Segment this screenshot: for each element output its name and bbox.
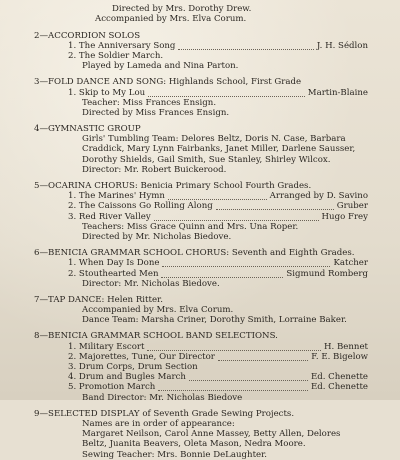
line-text: Sewing Teacher: Mrs. Bonnie DeLaughter. [82, 449, 268, 460]
line-text: 2. The Caissons Go Rolling Along [68, 201, 213, 212]
line-text: Names are in order of appearance: [82, 418, 235, 429]
program-item [0, 77, 400, 118]
program-line [0, 315, 400, 325]
program-line [0, 352, 400, 362]
line-text: 3. Drum Corps, Drum Section [68, 362, 198, 372]
program-line [0, 305, 400, 315]
composer-credit: J. H. Sédlon [316, 40, 368, 51]
program-item [0, 409, 400, 460]
line-text: Director: Mr. Nicholas Biedove. [82, 278, 220, 289]
program-line [0, 41, 400, 51]
line-text: Craddick, Mary Lynn Fairbanks, Janet Miller, Darlene Sausser, [82, 144, 356, 155]
program-item-heading [0, 248, 400, 258]
composer-credit: H. Bennet [324, 341, 368, 352]
heading-text: 5—OCARINA CHORUS: Benicia Primary School Fourth Grades. [34, 181, 312, 191]
program-line [0, 155, 400, 165]
program-item-heading [0, 331, 400, 341]
line-text: 5. Promotion March [68, 382, 156, 393]
composer-credit: Arranged by D. Savino [269, 191, 368, 202]
program-line [0, 258, 400, 268]
program-item-heading [0, 124, 400, 134]
composer-credit: Ed. Chenette [310, 372, 368, 383]
top-director [0, 4, 400, 14]
line-text: Dorothy Shields, Gail Smith, Sue Stanley, Shirley Wilcox. [82, 154, 331, 165]
line-text: Accompanied by Mrs. Elva Corum. [82, 305, 234, 316]
composer-credit: Martin-Blaine [307, 87, 368, 98]
line-text: Directed by Mr. Nicholas Biedove. [82, 231, 232, 242]
line-text: 1. The Marines' Hymn [68, 191, 165, 202]
program-line [0, 393, 400, 403]
line-text: 4. Drum and Bugles March [68, 372, 186, 383]
program-line [0, 439, 400, 449]
line-text: Girls' Tumbling Team: Delores Beltz, Doris N. Case, Barbara [82, 134, 346, 145]
program-line [0, 134, 400, 144]
composer-credit: Gruber [336, 201, 368, 212]
program-item [0, 295, 400, 326]
line-text: 1. Military Escort [68, 341, 145, 352]
heading-text: 6—BENICIA GRAMMAR SCHOOL CHORUS: Seventh and Eighth Grades. [34, 248, 355, 259]
program-item-heading [0, 77, 400, 87]
program-line [0, 201, 400, 211]
program-line [0, 144, 400, 154]
program-line [0, 279, 400, 289]
line-text: Directed by Miss Frances Ensign. [82, 107, 230, 118]
heading-text: 2—ACCORDION SOLOS [34, 30, 141, 41]
program-line [0, 222, 400, 232]
top-accompanist [0, 14, 400, 24]
line-text: 2. Majorettes, Tune, Our Director [68, 351, 215, 362]
program-line [0, 232, 400, 242]
heading-text: 7—TAP DANCE: Helen Ritter. [34, 294, 163, 305]
program-line [0, 342, 400, 352]
line-text: Teacher: Miss Frances Ensign. [82, 97, 217, 108]
program-item [0, 248, 400, 289]
program-line [0, 429, 400, 439]
heading-text: 8—BENICIA GRAMMAR SCHOOL BAND SELECTIONS. [34, 331, 278, 342]
director-text: Directed by Mrs. Dorothy Drew. [112, 4, 252, 15]
program-item-heading [0, 181, 400, 191]
program-line [0, 419, 400, 429]
accompanist-text: Accompanied by Mrs. Elva Corum. [95, 14, 247, 25]
line-text: Band Director: Mr. Nicholas Biedove [82, 392, 243, 403]
line-text: Director: Mr. Robert Buickerood. [82, 164, 227, 175]
program-line [0, 61, 400, 71]
heading-text: 3—FOLD DANCE AND SONG: Highlands School, First Grade [34, 77, 302, 88]
composer-credit: Sigmund Romberg [286, 268, 368, 279]
heading-text: 9—SELECTED DISPLAY of Seventh Grade Sewing Projects. [34, 408, 295, 419]
program-item-heading [0, 409, 400, 419]
composer-credit: Ed. Chenette [310, 382, 368, 393]
line-text: Teachers: Miss Grace Quinn and Mrs. Una Roper. [82, 221, 299, 232]
line-text: 2. The Soldier March. [68, 50, 164, 61]
program-items [0, 25, 400, 460]
line-text: 3. Red River Valley [68, 211, 151, 222]
program-item-heading [0, 31, 400, 41]
heading-text: 4—GYMNASTIC GROUP [34, 124, 141, 135]
program-line [0, 191, 400, 201]
program-line [0, 165, 400, 175]
line-text: Beltz, Juanita Beavers, Oleta Mason, Nedra Moore. [82, 439, 306, 450]
program-line [0, 362, 400, 372]
program-line [0, 88, 400, 98]
program-line [0, 98, 400, 108]
program-item-heading [0, 295, 400, 305]
line-text: Dance Team: Marsha Criner, Dorothy Smith, Lorraine Baker. [82, 315, 347, 326]
composer-credit: F. E. Bigelow [311, 351, 368, 362]
line-text: 1. Skip to My Lou [68, 87, 146, 98]
program-item [0, 181, 400, 242]
line-text: Margaret Neilson, Carol Anne Massey, Betty Allen, Delores [82, 429, 341, 440]
program-item [0, 124, 400, 175]
line-text: Played by Lameda and Nina Parton. [82, 61, 239, 72]
line-text: 2. Stouthearted Men [68, 268, 159, 279]
line-text: 1. The Anniversary Song [68, 40, 176, 51]
program-line [0, 382, 400, 392]
composer-credit: Hugo Frey [321, 211, 368, 222]
composer-credit: Katcher [333, 258, 368, 269]
program-item [0, 331, 400, 402]
line-text: 1. When Day Is Done [68, 258, 160, 269]
program-line [0, 372, 400, 382]
program-line [0, 51, 400, 61]
program-line [0, 108, 400, 118]
program-line [0, 450, 400, 460]
program-line [0, 212, 400, 222]
program-line [0, 269, 400, 279]
program-item [0, 31, 400, 72]
